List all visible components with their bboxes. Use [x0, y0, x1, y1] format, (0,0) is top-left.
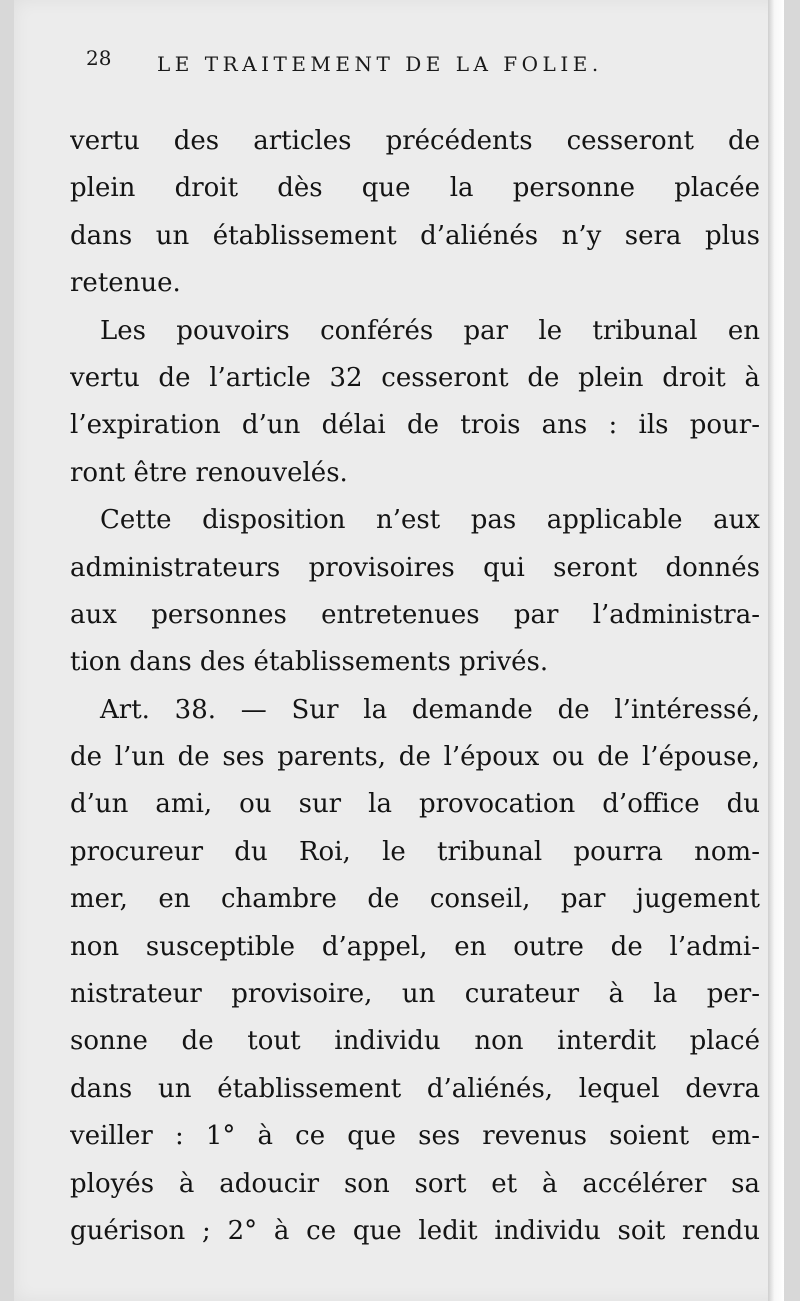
text-line: Art. 38. — Sur la demande de l’intéressé,	[100, 694, 760, 725]
text-line: dans un établissement d’aliénés, lequel devra	[70, 1073, 760, 1104]
running-title: LE TRAITEMENT DE LA FOLIE.	[157, 52, 603, 76]
text-line: vertu des articles précédents cesseront de	[70, 126, 760, 156]
text-line: vertu de l’article 32 cesseront de plein droit à	[70, 362, 760, 393]
text-line: mer, en chambre de conseil, par jugement	[70, 884, 760, 915]
body-text	[70, 118, 760, 1255]
text-line: l’expiration d’un délai de trois ans : ils pour-	[70, 410, 760, 441]
text-line: aux personnes entretenues par l’administra-	[70, 599, 760, 630]
text-line: ployés à adoucir son sort et à accélérer sa	[70, 1168, 760, 1199]
text-line: guérison ; 2° à ce que ledit individu soit rendu	[70, 1215, 760, 1246]
text-line: Les pouvoirs conférés par le tribunal en	[100, 315, 760, 346]
text-line: procureur du Roi, le tribunal pourra nom-	[70, 836, 760, 867]
text-line: d’un ami, ou sur la provocation d’office du	[70, 789, 760, 820]
text-line: ront être renouvelés.	[70, 457, 348, 488]
text-line: sonne de tout individu non interdit placé	[70, 1026, 760, 1057]
text-line: dans un établissement d’aliénés n’y sera plus	[70, 220, 760, 251]
text-line: de l’un de ses parents, de l’époux ou de l’épouse,	[70, 742, 760, 773]
text-line: nistrateur provisoire, un curateur à la per-	[70, 979, 760, 1010]
book-page	[14, 0, 784, 1301]
text-line: veiller : 1° à ce que ses revenus soient em-	[70, 1121, 760, 1152]
page-header	[62, 40, 682, 90]
text-line: Cette disposition n’est pas applicable aux	[100, 505, 760, 536]
text-line: retenue.	[70, 268, 181, 299]
text-line: administrateurs provisoires qui seront donnés	[70, 552, 760, 583]
text-line: non susceptible d’appel, en outre de l’admi-	[70, 931, 760, 962]
page-number: 28	[86, 46, 112, 70]
text-line: plein droit dès que la personne placée	[70, 173, 760, 204]
page-edge	[768, 0, 784, 1301]
text-line: tion dans des établissements privés.	[70, 647, 549, 678]
